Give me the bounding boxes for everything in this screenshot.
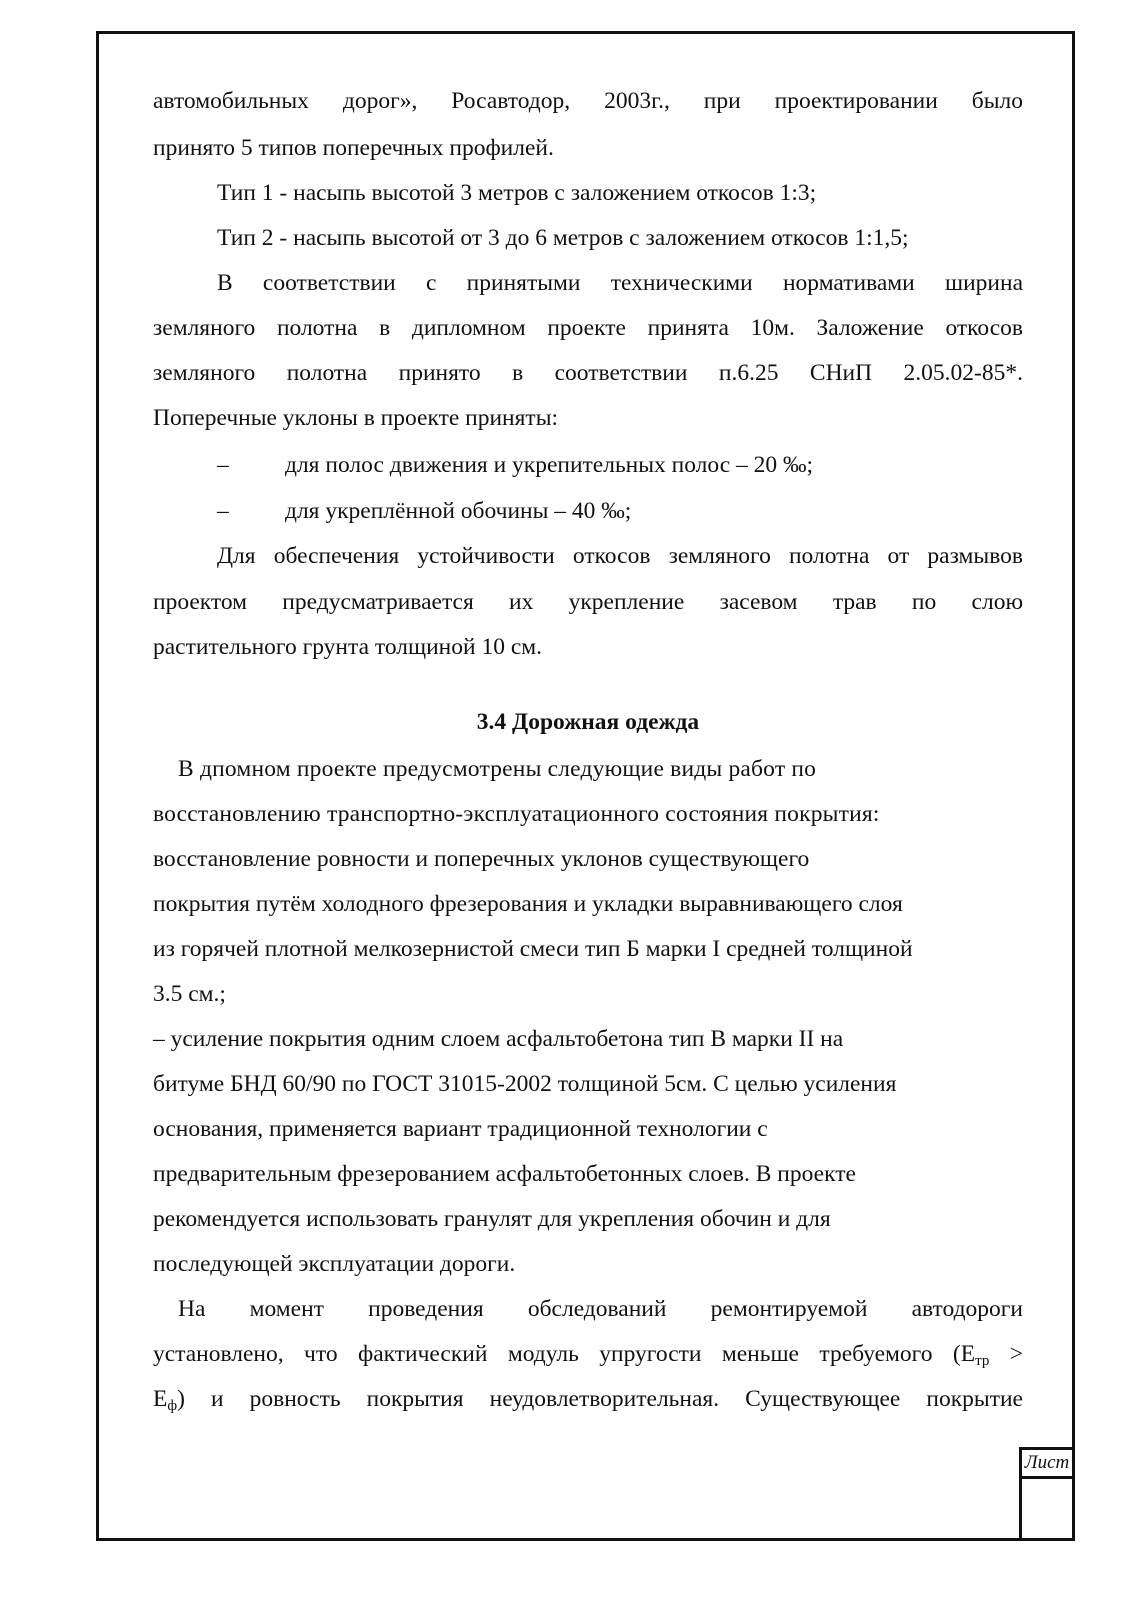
text-line: 3.5 см.; — [153, 981, 226, 1007]
text-line: покрытия путём холодного фрезерования и укладки выравнивающего слоя — [153, 891, 903, 917]
list-item — [153, 496, 1023, 526]
text-line: восстановление ровности и поперечных уклонов существующего — [153, 846, 810, 872]
list-item-text: для полос движения и укрепительных полос – 20 ‰; — [285, 452, 814, 478]
text-line: растительного грунта толщиной 10 см. — [153, 634, 543, 660]
text-line: Поперечные уклоны в проекте приняты: — [153, 405, 559, 431]
profile-type-2: Тип 2 - насыпь высотой от 3 до 6 метров с заложением откосов 1:1,5; — [217, 225, 909, 251]
text-line: На момент проведения обследований ремонтируемой автодороги — [178, 1296, 1023, 1322]
text-line — [153, 1384, 1023, 1414]
list-item — [153, 450, 1023, 480]
text-line: земляного полотна в дипломном проекте принята 10м. Заложение откосов — [153, 315, 1023, 341]
profile-type-1: Тип 1 - насыпь высотой 3 метров с заложением откосов 1:3; — [217, 180, 817, 206]
text-line: земляного полотна принято в соответствии п.6.25 СНиП 2.05.02-85*. — [153, 360, 1023, 386]
text-line: битуме БНД 60/90 по ГОСТ 31015-2002 толщиной 5см. С целью усиления — [153, 1071, 897, 1097]
text-line: автомобильных дорог», Росавтодор, 2003г., при проектировании было — [153, 88, 1023, 114]
text-line: основания, применяется вариант традиционной технологии с — [153, 1116, 768, 1142]
subscript-tr: тр — [975, 1353, 990, 1369]
list-item-text: для укреплённой обочины – 40 ‰; — [285, 498, 632, 524]
text-line: из горячей плотной мелкозернистой смеси тип Б марки I средней толщиной — [153, 936, 913, 962]
section-heading: 3.4 Дорожная одежда — [476, 709, 700, 735]
sheet-number-box — [1019, 1447, 1075, 1541]
text-line: В дпомном проекте предусмотрены следующие виды работ по — [178, 756, 817, 782]
text-run: Е — [153, 1386, 168, 1412]
text-line: В соответствии с принятыми техническими нормативами ширина — [217, 270, 1023, 296]
text-run: ) и ровность покрытия неудовлетворительная. Существующее покрытие — [177, 1386, 1023, 1412]
text-line: рекомендуется использовать гранулят для укрепления обочин и для — [153, 1206, 831, 1232]
text-line: принято 5 типов поперечных профилей. — [153, 135, 554, 161]
text-line — [153, 1339, 1023, 1369]
text-line: предварительным фрезерованием асфальтобетонных слоев. В проекте — [153, 1161, 856, 1187]
subscript-f: ф — [167, 1398, 178, 1414]
text-line: – усиление покрытия одним слоем асфальтобетона тип В марки II на — [153, 1026, 844, 1052]
text-run: установлено, что фактический модуль упругости меньше требуемого (Е — [153, 1341, 976, 1367]
text-line: восстановлению транспортно-эксплуатационного состояния покрытия: — [153, 801, 880, 827]
sheet-label: Лист — [1022, 1450, 1072, 1479]
list-dash: – — [217, 452, 229, 478]
text-line: Для обеспечения устойчивости откосов земляного полотна от размывов — [217, 543, 1023, 569]
text-run: > — [989, 1341, 1023, 1367]
text-line: проектом предусматривается их укрепление засевом трав по слою — [153, 589, 1023, 615]
list-dash: – — [217, 498, 229, 524]
text-line: последующей эксплуатации дороги. — [153, 1251, 516, 1277]
